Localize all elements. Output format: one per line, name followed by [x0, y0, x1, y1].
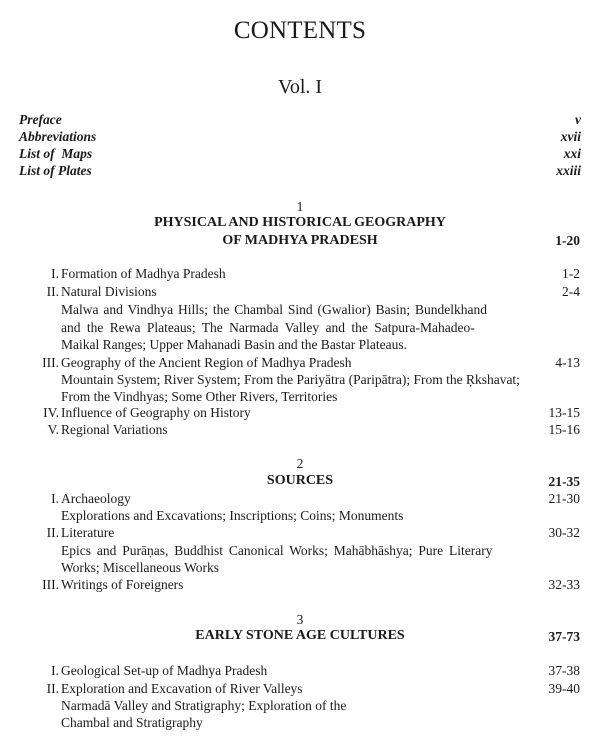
- section-numeral: II.: [46, 681, 59, 696]
- section-title: Geography of the Ancient Region of Madhya Pradesh: [61, 355, 352, 370]
- section-pages: 15-16: [548, 422, 580, 437]
- section-numeral: I.: [51, 266, 59, 281]
- section-title: Influence of Geography on History: [61, 405, 251, 420]
- section-title: Literature: [61, 525, 115, 540]
- section-detail: Epics and Purāṇas, Buddhist Canonical Works; Mahābhāshya; Pure Literary: [61, 543, 493, 558]
- section-detail: Chambal and Stratigraphy: [61, 715, 203, 730]
- section-detail: and the Rewa Plateaus; The Narmada Valley and the Satpura-Mahadeo-: [61, 320, 475, 335]
- chapter-title-line: PHYSICAL AND HISTORICAL GEOGRAPHY: [154, 215, 446, 230]
- section-detail: Explorations and Excavations; Inscriptions; Coins; Monuments: [61, 508, 404, 523]
- section-detail: Mountain System; River System; From the Pariyātra (Paripātra); From the Ṛkshavat;: [61, 372, 520, 387]
- section-title: Formation of Madhya Pradesh: [61, 266, 226, 281]
- section-row: [0, 490, 600, 507]
- front-matter-label: List of Maps: [19, 146, 93, 161]
- section-detail: Narmadā Valley and Stratigraphy; Exploration of the: [61, 698, 347, 713]
- section-title: Regional Variations: [61, 422, 168, 437]
- section-pages: 32-33: [548, 577, 580, 592]
- section-row: [0, 354, 600, 371]
- front-matter-page: xvii: [560, 129, 581, 144]
- section-numeral: III.: [42, 577, 59, 592]
- front-matter-label: Preface: [19, 112, 62, 127]
- section-pages: 2-4: [562, 284, 580, 299]
- section-numeral: II.: [46, 284, 59, 299]
- chapter-pages: 1-20: [555, 233, 580, 248]
- chapter-number: 1: [296, 199, 304, 214]
- section-row: [0, 576, 600, 593]
- chapter-title-line: OF MADHYA PRADESH: [222, 233, 378, 248]
- section-detail: Malwa and Vindhya Hills; the Chambal Sind (Gwalior) Basin; Bundelkhand: [61, 302, 488, 317]
- section-row: [0, 662, 600, 679]
- section-pages: 30-32: [548, 525, 580, 540]
- section-title: Writings of Foreigners: [61, 577, 184, 592]
- section-pages: 1-2: [562, 266, 580, 281]
- section-pages: 13-15: [548, 405, 580, 420]
- chapter-number: 3: [296, 612, 304, 627]
- chapter-pages: 21-35: [548, 474, 580, 489]
- section-numeral: III.: [42, 355, 59, 370]
- section-row: [0, 283, 600, 300]
- section-title: Geological Set-up of Madhya Pradesh: [61, 663, 268, 678]
- front-matter-page: xxiii: [556, 163, 581, 178]
- section-numeral: I.: [51, 491, 59, 506]
- section-row: [0, 404, 600, 421]
- chapter-title-line: SOURCES: [266, 473, 334, 488]
- front-matter-page: xxi: [563, 146, 581, 161]
- section-title: Exploration and Excavation of River Valleys: [61, 681, 303, 696]
- section-row: [0, 524, 600, 541]
- front-matter-row: [19, 162, 581, 179]
- section-numeral: II.: [46, 525, 59, 540]
- section-pages: 21-30: [548, 491, 580, 506]
- section-detail: From the Vindhyas; Some Other Rivers, Territories: [61, 389, 338, 404]
- chapter-pages: 37-73: [548, 629, 580, 644]
- front-matter-page: v: [575, 112, 581, 127]
- front-matter-row: [19, 128, 581, 145]
- section-detail: Works; Miscellaneous Works: [61, 560, 220, 575]
- section-pages: 37-38: [548, 663, 580, 678]
- section-pages: 4-13: [555, 355, 580, 370]
- section-title: Natural Divisions: [61, 284, 157, 299]
- front-matter-label: Abbreviations: [19, 129, 97, 144]
- chapter-title-line: EARLY STONE AGE CULTURES: [195, 628, 405, 643]
- section-title: Archaeology: [61, 491, 131, 506]
- front-matter-label: List of Plates: [19, 163, 92, 178]
- section-detail: Maikal Ranges; Upper Mahanadi Basin and the Bastar Plateaus.: [61, 337, 408, 352]
- front-matter-row: [19, 145, 581, 162]
- section-numeral: IV.: [43, 405, 59, 420]
- volume-heading: Vol. I: [277, 76, 323, 98]
- section-pages: 39-40: [548, 681, 580, 696]
- section-row: [0, 265, 600, 282]
- section-row: [0, 421, 600, 438]
- chapter-number: 2: [296, 456, 304, 471]
- section-row: [0, 680, 600, 697]
- section-numeral: I.: [51, 663, 59, 678]
- page-title: CONTENTS: [233, 17, 367, 44]
- front-matter-row: [19, 111, 581, 128]
- section-numeral: V.: [47, 422, 59, 437]
